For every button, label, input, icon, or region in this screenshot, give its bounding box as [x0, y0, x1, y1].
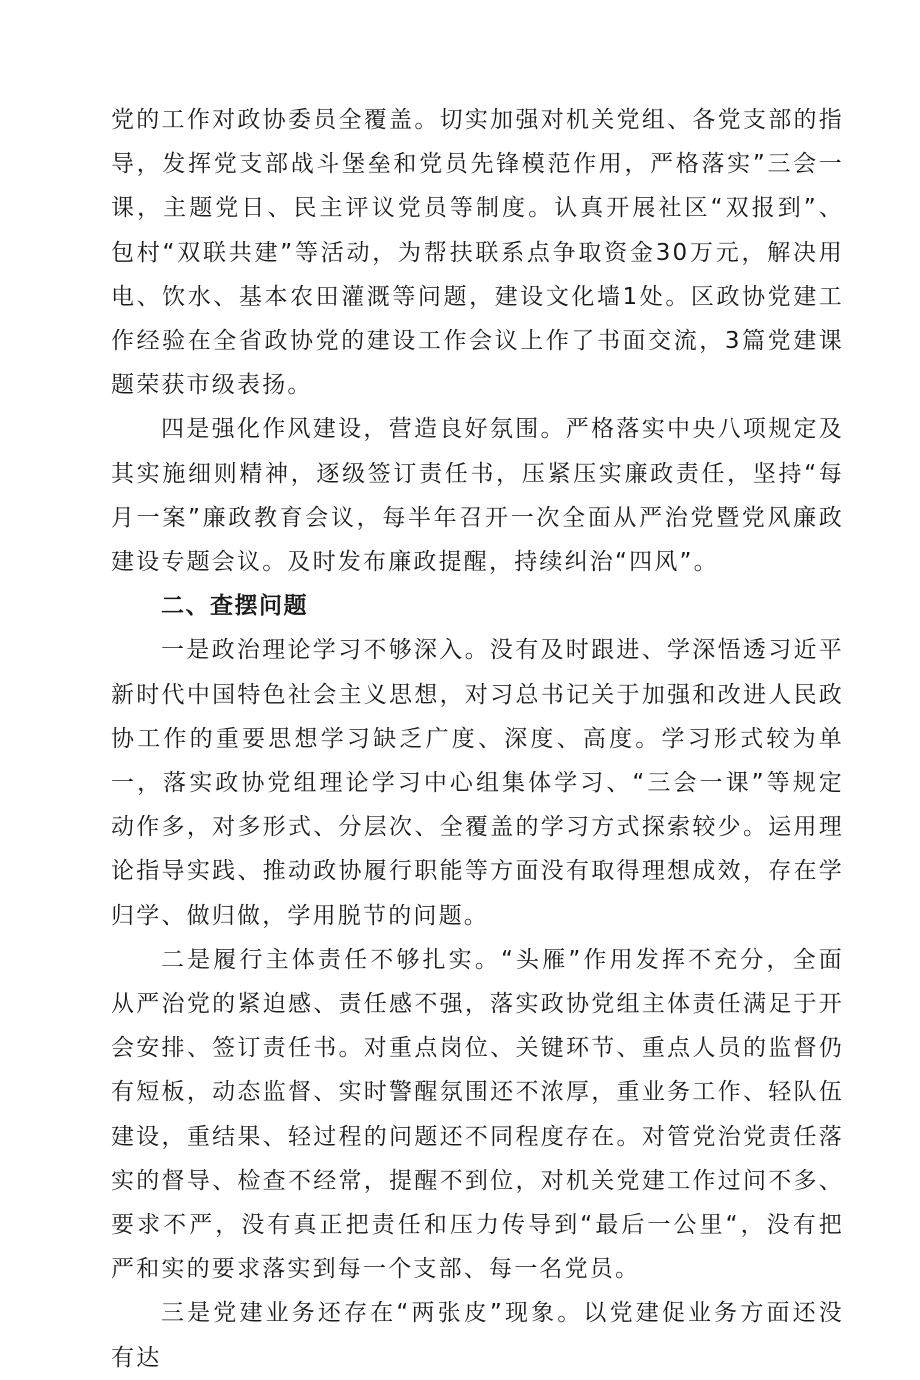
section-heading-problems: 二、查摆问题	[161, 593, 308, 620]
paragraph-theory-study: 一是政治理论学习不够深入。没有及时跟进、学深悟透习近平新时代中国特色社会主义思想，对习总书记关于加强和改进人民政协工作的重要思想学习缺乏广度、深度、高度。学习形式较为单一，落实政协党组理论学习中心组集体学习、“三会一课”等规定动作多，对多形式、分层次、全覆盖的学习方式探索较少。运用理论指导实践、推动政协履行职能等方面没有取得理想成效，存在学归学、做归做，学用脱节的问题。	[111, 637, 844, 929]
paragraph-work-style: 四是强化作风建设，营造良好氛围。严格落实中央八项规定及其实施细则精神，逐级签订责任书，压紧压实廉政责任，坚持“每月一案”廉政教育会议，每半年召开一次全面从严治党暨党风廉政建设专题会议。及时发布廉政提醒，持续纠治“四风”。	[111, 416, 844, 576]
paragraph-two-skins: 三是党建业务还存在“两张皮”现象。以党建促业务方面还没有达	[111, 1300, 844, 1371]
paragraph-party-building-coverage: 党的工作对政协委员全覆盖。切实加强对机关党组、各党支部的指导，发挥党支部战斗堡垒和党员先锋模范作用，严格落实”三会一课，主题党日、民主评议党员等制度。认真开展社区“双报到”、包村“双联共建”等活动，为帮扶联系点争取资金30万元，解决用电、饮水、基本农田灌溉等问题，建设文化墙1处。区政协党建工作经验在全省政协党的建设工作会议上作了书面交流，3篇党建课题荣获市级表扬。	[111, 107, 844, 399]
paragraph-main-responsibility: 二是履行主体责任不够扎实。“头雁”作用发挥不充分，全面从严治党的紧迫感、责任感不强，落实政协党组主体责任满足于开会安排、签订责任书。对重点岗位、关键环节、重点人员的监督仍有短板，动态监督、实时警醒氛围还不浓厚，重业务工作、轻队伍建设，重结果、轻过程的问题还不同程度存在。对管党治党责任落实的督导、检查不经常，提醒不到位，对机关党建工作过问不多、要求不严，没有真正把责任和压力传导到“最后一公里“，没有把严和实的要求落实到每一个支部、每一名党员。	[111, 946, 844, 1283]
